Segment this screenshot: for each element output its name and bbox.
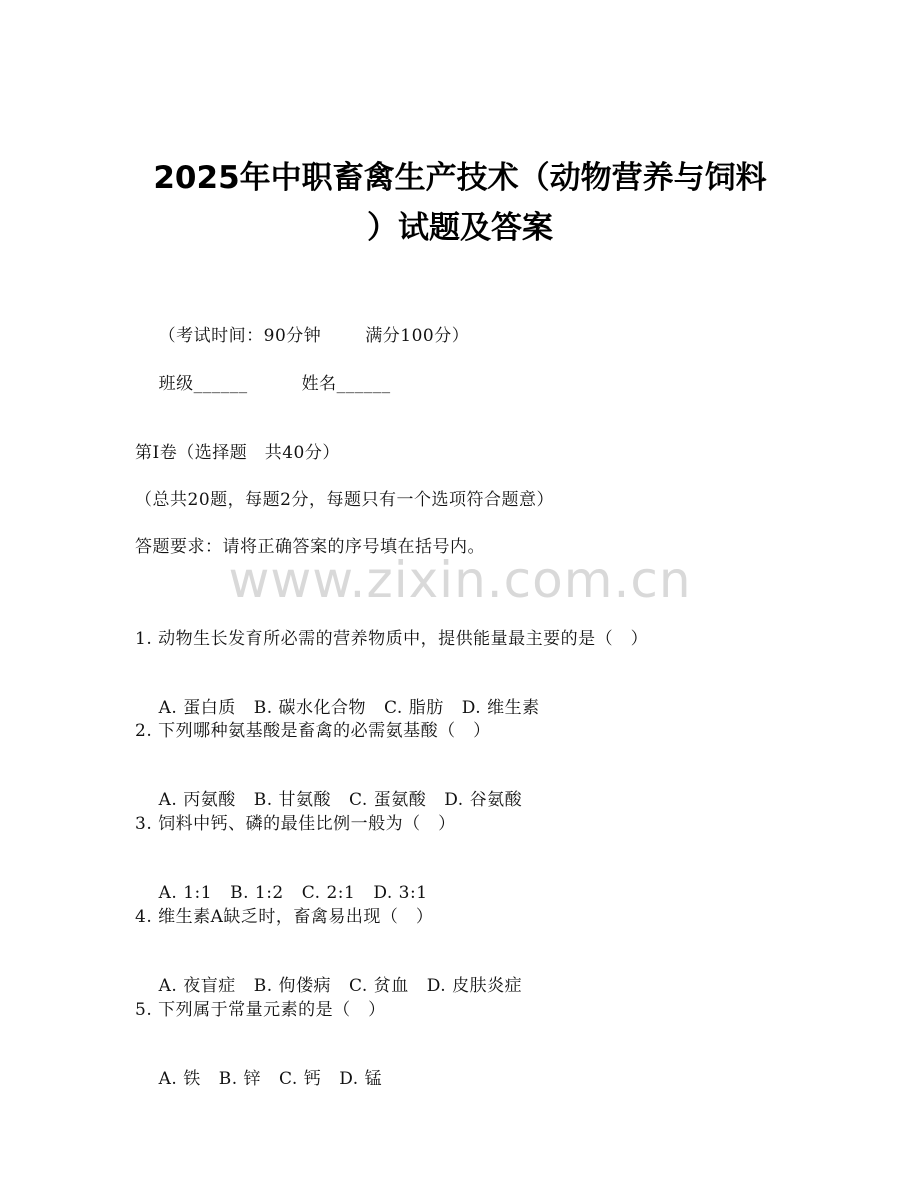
option-b: B. 佝偻病 [253, 976, 332, 996]
option-b: B. 1:2 [230, 883, 284, 903]
question-stem: 3. 饲料中钙、磷的最佳比例一般为（ ） [135, 814, 456, 834]
option-d: D. 皮肤炎症 [426, 976, 523, 996]
name-field-label: 姓名______ [301, 374, 391, 394]
option-c: C. 脂肪 [384, 698, 444, 718]
class-field-label: 班级______ [158, 374, 248, 394]
document-title-line-1: 2025年中职畜禽生产技术（动物营养与饲料 [153, 160, 767, 196]
option-b: B. 碳水化合物 [253, 698, 367, 718]
section-heading: 第I卷（选择题 共40分） [135, 443, 340, 463]
exam-time: （考试时间：90分钟 [158, 326, 322, 346]
student-info [135, 351, 391, 417]
section-instruction: 答题要求：请将正确答案的序号填在括号内。 [135, 537, 485, 557]
option-d: D. 锰 [339, 1069, 383, 1089]
option-a: A. 夜盲症 [158, 976, 236, 996]
question-stem: 5. 下列属于常量元素的是（ ） [135, 1000, 386, 1020]
option-a: A. 1:1 [158, 883, 213, 903]
option-c: C. 蛋氨酸 [349, 790, 427, 810]
option-c: C. 2:1 [301, 883, 356, 903]
question-stem: 2. 下列哪种氨基酸是畜禽的必需氨基酸（ ） [135, 721, 491, 741]
option-b: B. 锌 [218, 1069, 262, 1089]
document-title-line-2: ）试题及答案 [367, 210, 553, 246]
exam-score: 满分100分） [365, 326, 470, 346]
watermark-text: www.zixin.com.cn [228, 551, 692, 609]
option-d: D. 谷氨酸 [444, 790, 523, 810]
option-d: D. 3:1 [373, 883, 428, 903]
section-note: （总共20题，每题2分，每题只有一个选项符合题意） [135, 490, 554, 510]
option-c: C. 贫血 [349, 976, 409, 996]
question-stem: 4. 维生素A缺乏时，畜禽易出现（ ） [135, 907, 434, 927]
option-a: A. 铁 [158, 1069, 201, 1089]
option-a: A. 蛋白质 [158, 698, 236, 718]
option-b: B. 甘氨酸 [253, 790, 332, 810]
option-d: D. 维生素 [461, 698, 540, 718]
question-stem: 1. 动物生长发育所必需的营养物质中，提供能量最主要的是（ ） [135, 629, 649, 649]
question-options [135, 1046, 400, 1112]
option-c: C. 钙 [279, 1069, 322, 1089]
option-a: A. 丙氨酸 [158, 790, 236, 810]
